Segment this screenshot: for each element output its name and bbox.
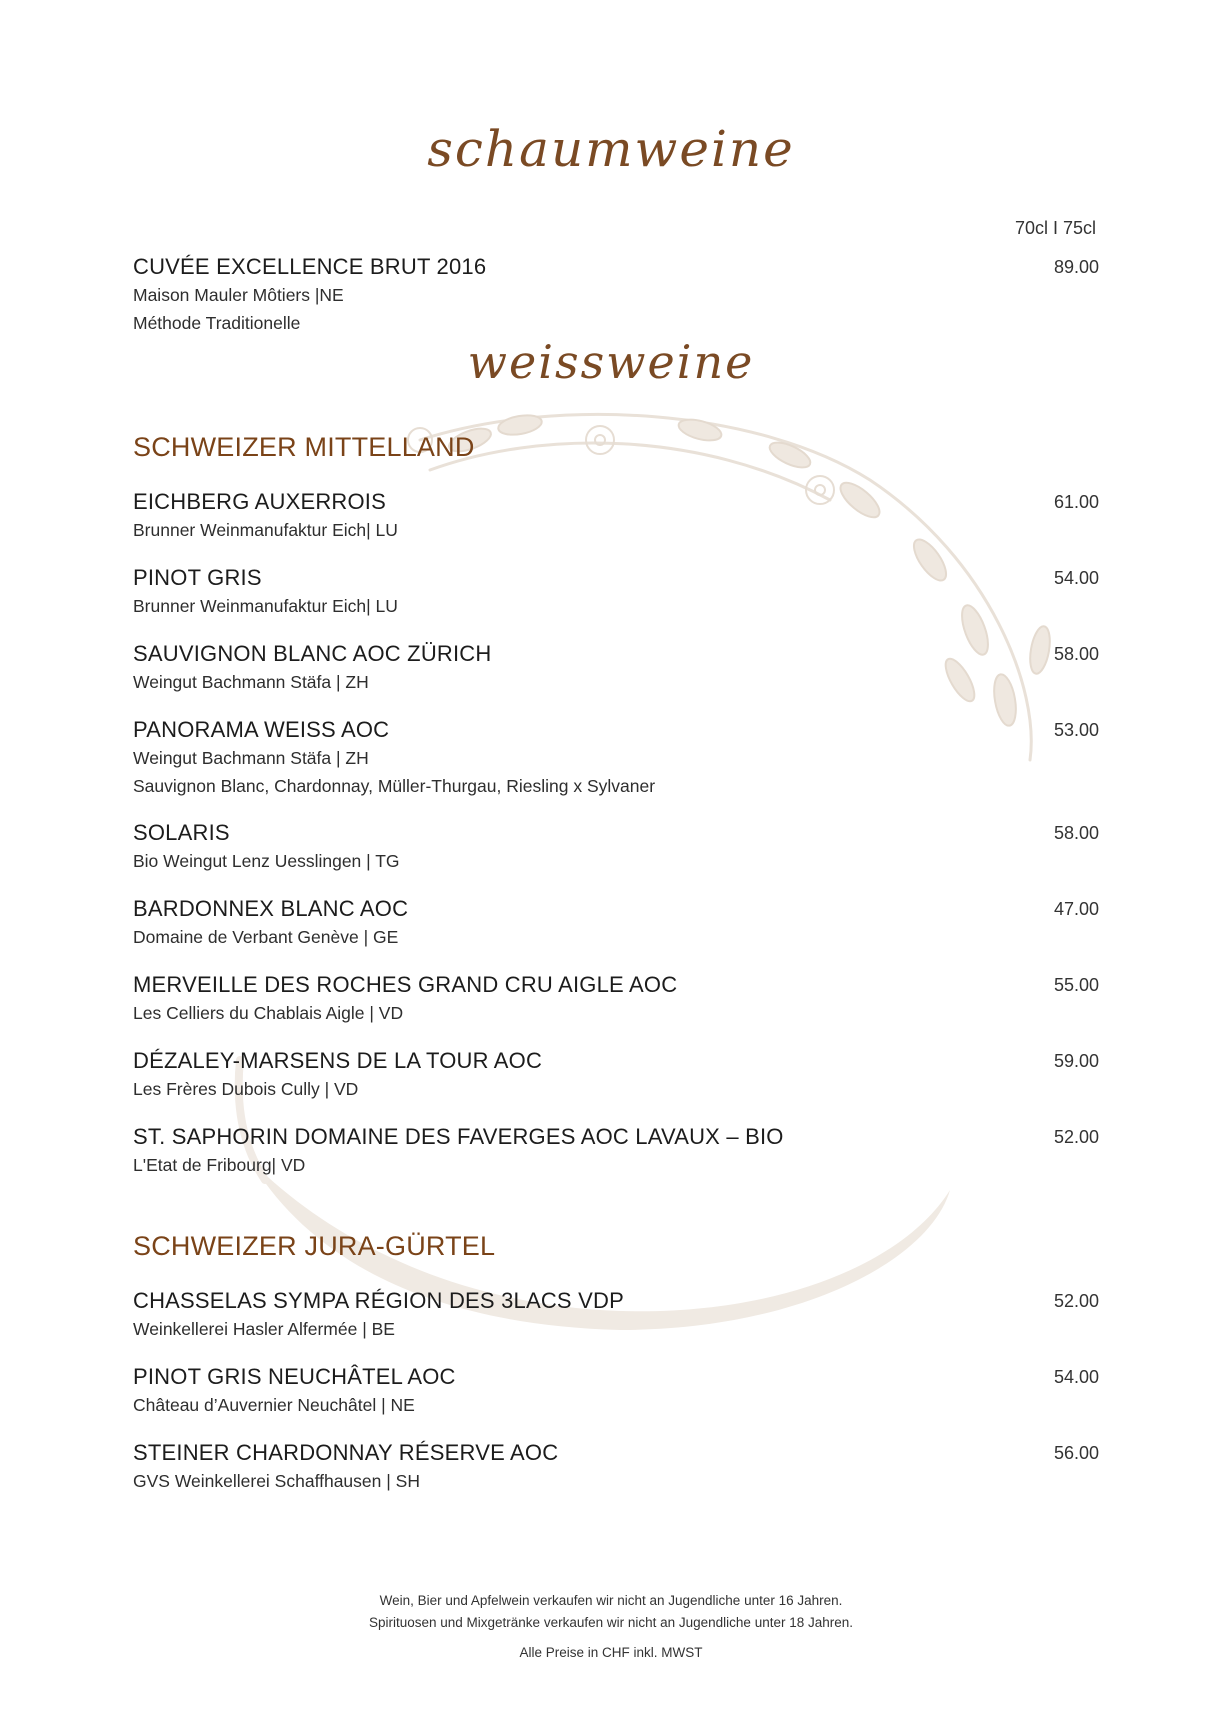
wine-producer: Brunner Weinmanufaktur Eich| LU	[133, 596, 398, 616]
wine-producer: L'Etat de Fribourg| VD	[133, 1155, 306, 1175]
age-notice-18: Spirituosen und Mixgetränke verkaufen wir nicht an Jugendliche unter 18 Jahren.	[368, 1615, 854, 1630]
wine-price: 47.00	[1053, 899, 1099, 919]
wine-item	[133, 1363, 1099, 1419]
wine-producer: Château d’Auvernier Neuchâtel | NE	[133, 1395, 415, 1415]
wine-producer: Bio Weingut Lenz Uesslingen | TG	[133, 851, 400, 871]
wine-name: CHASSELAS SYMPA RÉGION DES 3LACS VDP	[133, 1288, 624, 1313]
wine-price: 89.00	[1053, 257, 1099, 277]
wine-name: MERVEILLE DES ROCHES GRAND CRU AIGLE AOC	[133, 972, 678, 997]
title-weissweine: weissweine	[467, 335, 755, 389]
price-notice: Alle Preise in CHF inkl. MWST	[519, 1645, 703, 1660]
wine-producer: Les Frères Dubois Cully | VD	[133, 1079, 359, 1099]
wine-price: 52.00	[1053, 1291, 1099, 1311]
wine-grapes: Sauvignon Blanc, Chardonnay, Müller-Thurgau, Riesling x Sylvaner	[133, 776, 656, 796]
wine-name: PINOT GRIS	[133, 565, 262, 590]
wine-producer: Domaine de Verbant Genève | GE	[133, 927, 399, 947]
wine-item	[133, 1287, 1099, 1343]
section-heading-jura: SCHWEIZER JURA-GÜRTEL	[133, 1231, 496, 1261]
wine-item	[133, 716, 1099, 800]
wine-price: 58.00	[1053, 644, 1099, 664]
wine-name: SOLARIS	[133, 820, 230, 845]
wine-item	[133, 819, 1099, 875]
wine-price: 56.00	[1053, 1443, 1099, 1463]
wine-price: 54.00	[1053, 1367, 1099, 1387]
wine-producer: Weinkellerei Hasler Alfermée | BE	[133, 1319, 395, 1339]
wine-item	[133, 1123, 1099, 1179]
wine-name: EICHBERG AUXERROIS	[133, 489, 386, 514]
wine-item	[133, 1439, 1099, 1495]
wine-producer: Brunner Weinmanufaktur Eich| LU	[133, 520, 398, 540]
wine-name: CUVÉE EXCELLENCE BRUT 2016	[133, 254, 487, 279]
wine-item-sparkling	[133, 253, 1099, 337]
wine-name: STEINER CHARDONNAY RÉSERVE AOC	[133, 1440, 559, 1465]
wine-name: PANORAMA WEISS AOC	[133, 717, 390, 742]
wine-price: 59.00	[1053, 1051, 1099, 1071]
section-heading-mittelland: SCHWEIZER MITTELLAND	[133, 432, 475, 462]
wine-producer: Weingut Bachmann Stäfa | ZH	[133, 748, 369, 768]
wine-price: 55.00	[1053, 975, 1099, 995]
wine-name: ST. SAPHORIN DOMAINE DES FAVERGES AOC LAVAUX – BIO	[133, 1124, 784, 1149]
wine-producer: Les Celliers du Chablais Aigle | VD	[133, 1003, 404, 1023]
wine-price: 61.00	[1053, 492, 1099, 512]
wine-name: SAUVIGNON BLANC AOC ZÜRICH	[133, 641, 492, 666]
wine-producer: Maison Mauler Môtiers |NE	[133, 285, 344, 305]
wine-producer: GVS Weinkellerei Schaffhausen | SH	[133, 1471, 420, 1491]
wine-note: Méthode Traditionelle	[133, 313, 301, 333]
wine-name: DÉZALEY-MARSENS DE LA TOUR AOC	[133, 1048, 543, 1073]
wine-item	[133, 1047, 1099, 1103]
wine-item	[133, 564, 1099, 620]
wine-item	[133, 640, 1099, 696]
wine-producer: Weingut Bachmann Stäfa | ZH	[133, 672, 369, 692]
wine-price: 53.00	[1053, 720, 1099, 740]
bottle-size-header: 70cl I 75cl	[1014, 218, 1096, 238]
title-schaumweine: schaumweine	[427, 120, 795, 178]
wine-price: 52.00	[1053, 1127, 1099, 1147]
wine-item	[133, 488, 1099, 544]
wine-name: BARDONNEX BLANC AOC	[133, 896, 409, 921]
wine-item	[133, 895, 1099, 951]
age-notice-16: Wein, Bier und Apfelwein verkaufen wir nicht an Jugendliche unter 16 Jahren.	[379, 1593, 843, 1608]
wine-price: 58.00	[1053, 823, 1099, 843]
wine-name: PINOT GRIS NEUCHÂTEL AOC	[133, 1364, 456, 1389]
wine-item	[133, 971, 1099, 1027]
wine-price: 54.00	[1053, 568, 1099, 588]
